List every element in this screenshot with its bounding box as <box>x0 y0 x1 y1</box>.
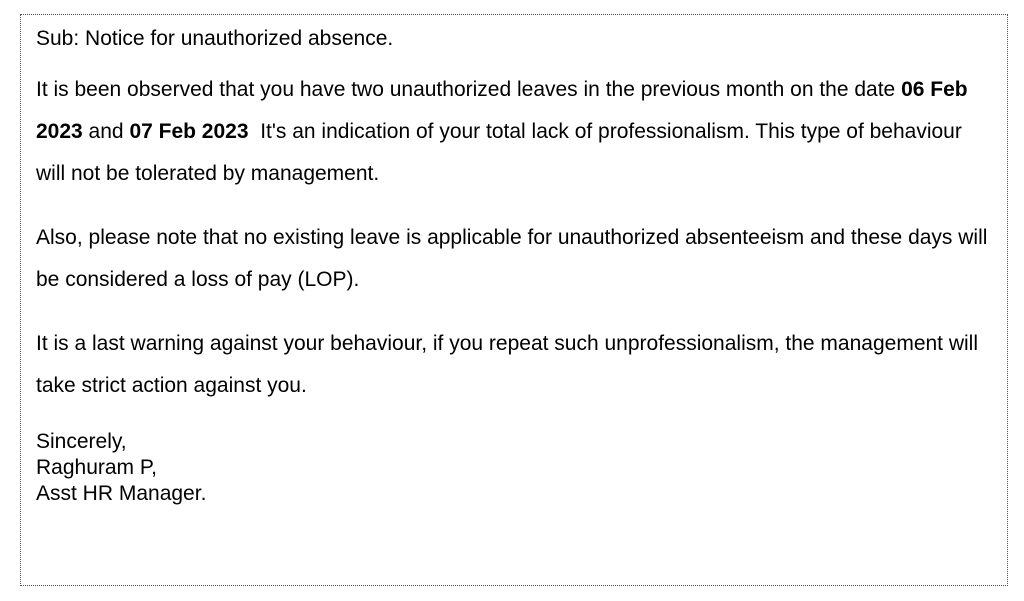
paragraph-text: It is been observed that you have two unauthorized leaves in the previous month on the date <box>36 78 902 101</box>
paragraph-absence-dates <box>36 69 992 195</box>
signature-closing: Sincerely, <box>36 430 127 453</box>
letter-subject: Sub: Notice for unauthorized absence. <box>36 27 394 50</box>
signature-name: Raghuram P, <box>36 456 158 479</box>
paragraph-text: and <box>82 120 130 143</box>
signature-title: Asst HR Manager. <box>36 482 207 505</box>
absence-date-1: 06 Feb 2023 <box>36 78 968 143</box>
letter-container <box>20 14 1008 586</box>
signature-block <box>36 429 992 507</box>
paragraph-loss-of-pay: Also, please note that no existing leave is applicable for unauthorized absenteeism and these days will be considered a loss of pay (LOP). <box>36 226 988 291</box>
paragraph-text: It's an indication of your total lack of professionalism. This type of behaviour will not be tolerated by management. <box>36 120 968 185</box>
absence-date-2: 07 Feb 2023 <box>129 120 249 143</box>
paragraph-warning: It is a last warning against your behaviour, if you repeat such unprofessionalism, the management will take strict action against you. <box>36 332 979 397</box>
